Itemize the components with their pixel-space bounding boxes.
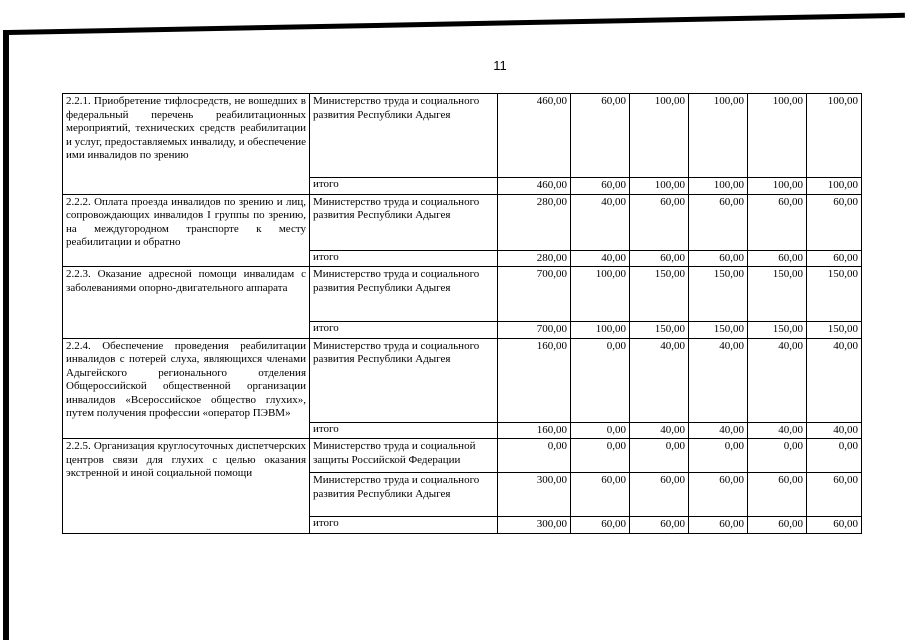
- amount-cell: 40,00: [807, 422, 862, 439]
- amount-cell: 60,00: [807, 473, 862, 517]
- amount-cell: 700,00: [498, 322, 571, 339]
- amount-cell: 60,00: [748, 517, 807, 534]
- table-row: [63, 439, 862, 473]
- amount-cell: 60,00: [748, 473, 807, 517]
- amount-cell: 60,00: [630, 250, 689, 267]
- amount-cell: 100,00: [689, 178, 748, 195]
- amount-cell: 150,00: [807, 322, 862, 339]
- organization-cell: итого: [310, 178, 498, 195]
- amount-cell: 40,00: [571, 250, 630, 267]
- amount-cell: 40,00: [748, 422, 807, 439]
- organization-cell: Министерство труда и социального развития Республики Адыгея: [310, 267, 498, 322]
- page-number: 11: [493, 58, 507, 73]
- amount-cell: 60,00: [571, 473, 630, 517]
- organization-cell: Министерство труда и социального развития Республики Адыгея: [310, 194, 498, 250]
- amount-cell: 60,00: [689, 473, 748, 517]
- amount-cell: 60,00: [748, 194, 807, 250]
- organization-cell: Министерство труда и социального развития Республики Адыгея: [310, 94, 498, 178]
- amount-cell: 60,00: [807, 194, 862, 250]
- amount-cell: 160,00: [498, 422, 571, 439]
- amount-cell: 40,00: [689, 338, 748, 422]
- amount-cell: 0,00: [571, 439, 630, 473]
- amount-cell: 100,00: [689, 94, 748, 178]
- organization-cell: Министерство труда и социального развития Республики Адыгея: [310, 338, 498, 422]
- amount-cell: 60,00: [571, 517, 630, 534]
- amount-cell: 60,00: [689, 517, 748, 534]
- amount-cell: 0,00: [748, 439, 807, 473]
- amount-cell: 100,00: [630, 178, 689, 195]
- amount-cell: 100,00: [807, 94, 862, 178]
- task-description-cell: 2.2.2. Оплата проезда инвалидов по зрению и лиц, сопровождающих инвалидов I группы по зрению, на междугородном транспорте к месту реабилитации и обратно: [63, 194, 310, 267]
- amount-cell: 0,00: [498, 439, 571, 473]
- organization-cell: Министерство труда и социальной защиты Российской Федерации: [310, 439, 498, 473]
- amount-cell: 150,00: [748, 267, 807, 322]
- amount-cell: 60,00: [571, 94, 630, 178]
- amount-cell: 60,00: [630, 473, 689, 517]
- table-row: [63, 267, 862, 322]
- amount-cell: 160,00: [498, 338, 571, 422]
- amount-cell: 60,00: [807, 517, 862, 534]
- amount-cell: 100,00: [748, 178, 807, 195]
- amount-cell: 150,00: [807, 267, 862, 322]
- amount-cell: 0,00: [807, 439, 862, 473]
- amount-cell: 0,00: [689, 439, 748, 473]
- amount-cell: 40,00: [571, 194, 630, 250]
- amount-cell: 300,00: [498, 473, 571, 517]
- amount-cell: 60,00: [630, 517, 689, 534]
- table-row: [63, 94, 862, 178]
- amount-cell: 460,00: [498, 94, 571, 178]
- amount-cell: 60,00: [748, 250, 807, 267]
- organization-cell: итого: [310, 422, 498, 439]
- amount-cell: 150,00: [689, 322, 748, 339]
- task-description-cell: 2.2.4. Обеспечение проведения реабилитации инвалидов с потерей слуха, являющихся членами Адыгейского регионального отделения Общероссийской общественной организации инвалидов «Всероссийское общество глухих», путем получения профессии «оператор ПЭВМ»: [63, 338, 310, 439]
- amount-cell: 40,00: [748, 338, 807, 422]
- amount-cell: 0,00: [630, 439, 689, 473]
- amount-cell: 40,00: [689, 422, 748, 439]
- amount-cell: 460,00: [498, 178, 571, 195]
- amount-cell: 60,00: [689, 250, 748, 267]
- amount-cell: 100,00: [571, 322, 630, 339]
- amount-cell: 100,00: [630, 94, 689, 178]
- organization-cell: Министерство труда и социального развития Республики Адыгея: [310, 473, 498, 517]
- task-description-cell: 2.2.3. Оказание адресной помощи инвалидам с заболеваниями опорно-двигательного аппарата: [63, 267, 310, 339]
- task-description-cell: 2.2.1. Приобретение тифлосредств, не вошедших в федеральный перечень реабилитационных мероприятий, технических средств реабилитации и услуг, предоставляемых инвалиду, и обеспечение ими инвалидов по зрению: [63, 94, 310, 195]
- organization-cell: итого: [310, 322, 498, 339]
- amount-cell: 0,00: [571, 422, 630, 439]
- amount-cell: 300,00: [498, 517, 571, 534]
- amount-cell: 100,00: [571, 267, 630, 322]
- amount-cell: 60,00: [571, 178, 630, 195]
- task-description-cell: 2.2.5. Организация круглосуточных диспетчерских центров связи для глухих с целью оказания экстренной и иной социальной помощи: [63, 439, 310, 534]
- amount-cell: 150,00: [630, 267, 689, 322]
- amount-cell: 0,00: [571, 338, 630, 422]
- organization-cell: итого: [310, 517, 498, 534]
- funding-table: [62, 93, 862, 534]
- scan-border-left: [3, 30, 9, 640]
- amount-cell: 60,00: [689, 194, 748, 250]
- amount-cell: 40,00: [630, 338, 689, 422]
- funding-table-body: [63, 94, 862, 534]
- amount-cell: 40,00: [630, 422, 689, 439]
- amount-cell: 60,00: [630, 194, 689, 250]
- amount-cell: 150,00: [748, 322, 807, 339]
- amount-cell: 60,00: [807, 250, 862, 267]
- table-row: [63, 338, 862, 422]
- amount-cell: 280,00: [498, 250, 571, 267]
- table-row: [63, 194, 862, 250]
- amount-cell: 40,00: [807, 338, 862, 422]
- amount-cell: 700,00: [498, 267, 571, 322]
- amount-cell: 280,00: [498, 194, 571, 250]
- organization-cell: итого: [310, 250, 498, 267]
- scan-border-top: [8, 13, 905, 35]
- amount-cell: 150,00: [689, 267, 748, 322]
- amount-cell: 150,00: [630, 322, 689, 339]
- amount-cell: 100,00: [748, 94, 807, 178]
- amount-cell: 100,00: [807, 178, 862, 195]
